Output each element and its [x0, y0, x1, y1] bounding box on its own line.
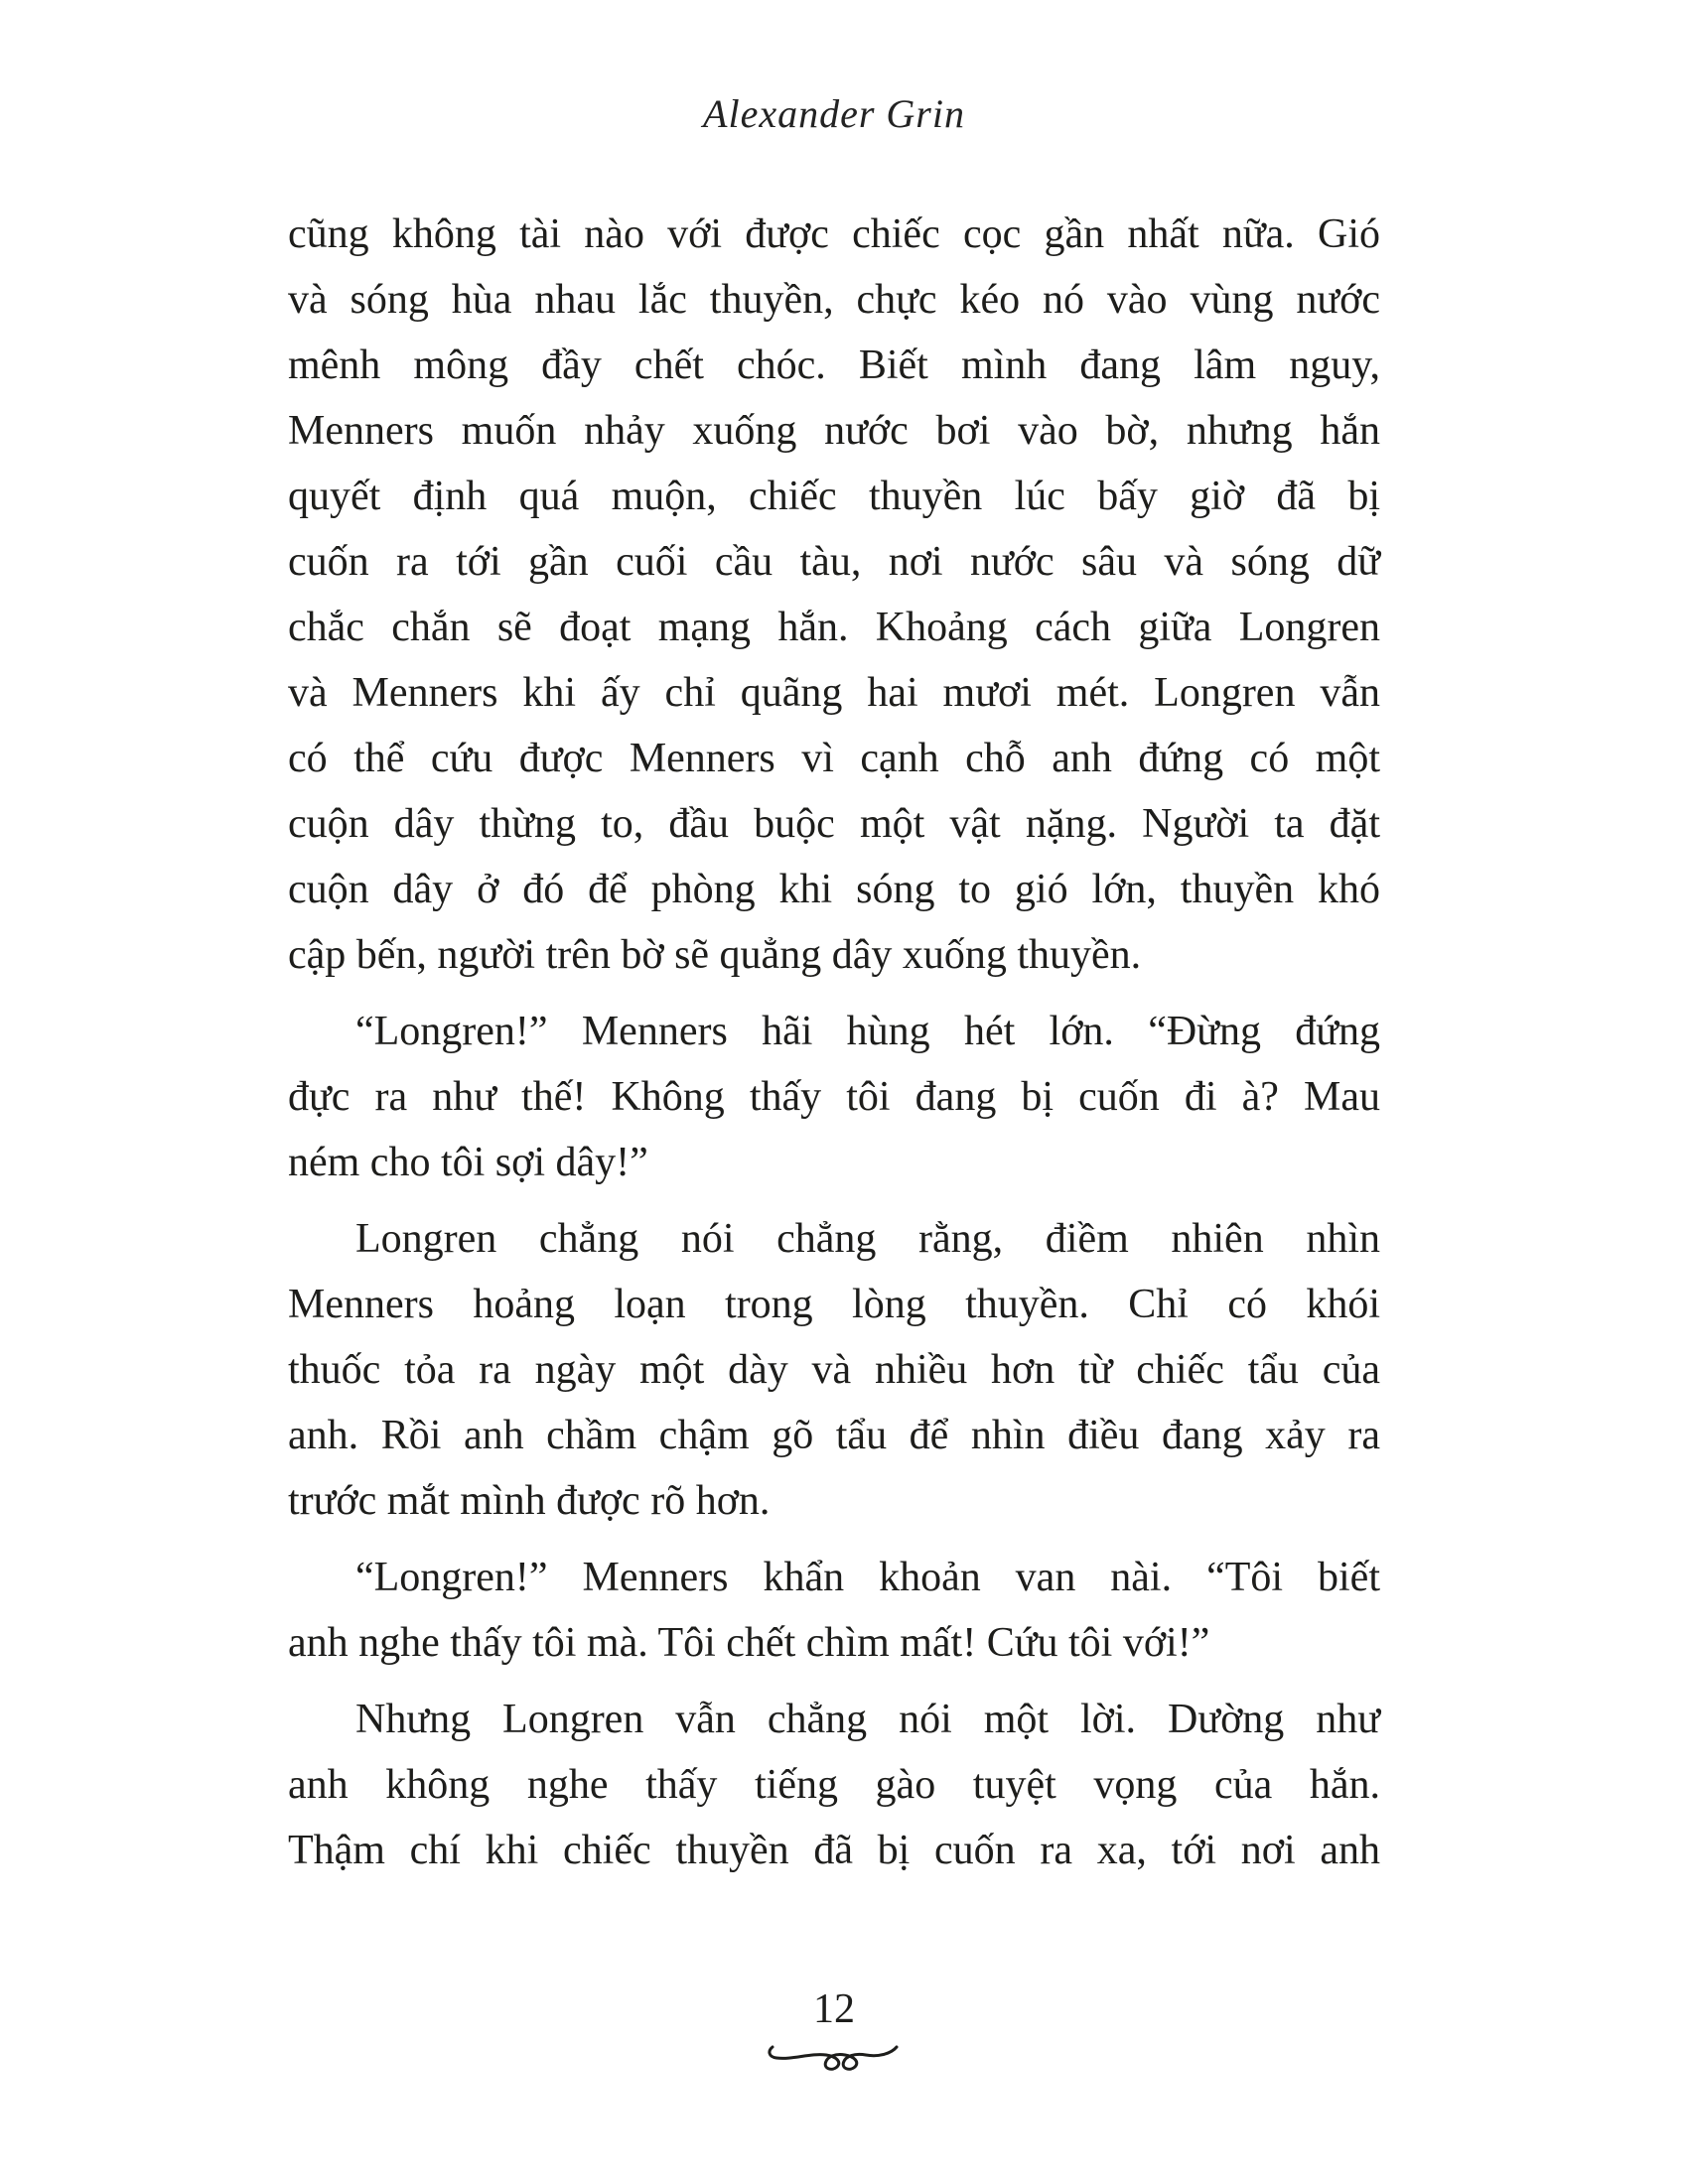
- text-line: cuộn dây ở đó để phòng khi sóng to gió lớn, thuyền khó: [288, 867, 1380, 912]
- paragraph-4: [288, 1545, 1380, 1676]
- text-line: Nhưng Longren vẫn chẳng nói một lời. Dường như: [355, 1697, 1380, 1742]
- paragraph-5: [288, 1687, 1380, 1883]
- text-line: và sóng hùa nhau lắc thuyền, chực kéo nó vào vùng nước: [288, 277, 1380, 323]
- text-line: và Menners khi ấy chỉ quãng hai mươi mét. Longren vẫn: [288, 670, 1380, 716]
- text-line: quyết định quá muộn, chiếc thuyền lúc bấy giờ đã bị: [288, 474, 1380, 519]
- text-line: anh không nghe thấy tiếng gào tuyệt vọng của hắn.: [288, 1762, 1380, 1808]
- flourish-ornament-icon: [767, 2039, 902, 2071]
- page-number: 12: [813, 1986, 855, 2032]
- page-body: [288, 202, 1380, 1894]
- text-line: anh. Rồi anh chầm chậm gõ tẩu để nhìn điều đang xảy ra: [288, 1413, 1380, 1458]
- text-line: cập bến, người trên bờ sẽ quẳng dây xuống thuyền.: [288, 932, 1142, 978]
- text-line: cũng không tài nào với được chiếc cọc gần nhất nữa. Gió: [288, 211, 1380, 257]
- text-line: Thậm chí khi chiếc thuyền đã bị cuốn ra xa, tới nơi anh: [288, 1828, 1380, 1873]
- paragraph-2: [288, 999, 1380, 1195]
- text-line: cuốn ra tới gần cuối cầu tàu, nơi nước sâu và sóng dữ: [288, 539, 1380, 585]
- paragraph-1: [288, 202, 1380, 988]
- text-line: chắc chắn sẽ đoạt mạng hắn. Khoảng cách giữa Longren: [288, 605, 1380, 650]
- text-line: ném cho tôi sợi dây!”: [288, 1140, 648, 1185]
- text-line: “Longren!” Menners khẩn khoản van nài. “Tôi biết: [355, 1555, 1380, 1600]
- text-line: thuốc tỏa ra ngày một dày và nhiều hơn từ chiếc tẩu của: [288, 1347, 1380, 1393]
- text-line: đực ra như thế! Không thấy tôi đang bị cuốn đi à? Mau: [288, 1074, 1380, 1120]
- text-line: anh nghe thấy tôi mà. Tôi chết chìm mất! Cứu tôi với!”: [288, 1620, 1210, 1666]
- text-line: cuộn dây thừng to, đầu buộc một vật nặng. Người ta đặt: [288, 801, 1380, 847]
- running-header: [288, 91, 1380, 137]
- text-line: “Longren!” Menners hãi hùng hét lớn. “Đừng đứng: [355, 1009, 1380, 1054]
- text-line: có thể cứu được Menners vì cạnh chỗ anh đứng có một: [288, 736, 1380, 781]
- text-line: Menners muốn nhảy xuống nước bơi vào bờ, nhưng hắn: [288, 408, 1380, 454]
- text-line: Menners hoảng loạn trong lòng thuyền. Chỉ có khói: [288, 1282, 1380, 1327]
- text-line: Longren chẳng nói chẳng rằng, điềm nhiên nhìn: [355, 1216, 1380, 1262]
- text-line: mênh mông đầy chết chóc. Biết mình đang lâm nguy,: [288, 342, 1380, 388]
- paragraph-3: [288, 1206, 1380, 1534]
- text-line: trước mắt mình được rõ hơn.: [288, 1478, 771, 1524]
- author-name: Alexander Grin: [703, 91, 965, 136]
